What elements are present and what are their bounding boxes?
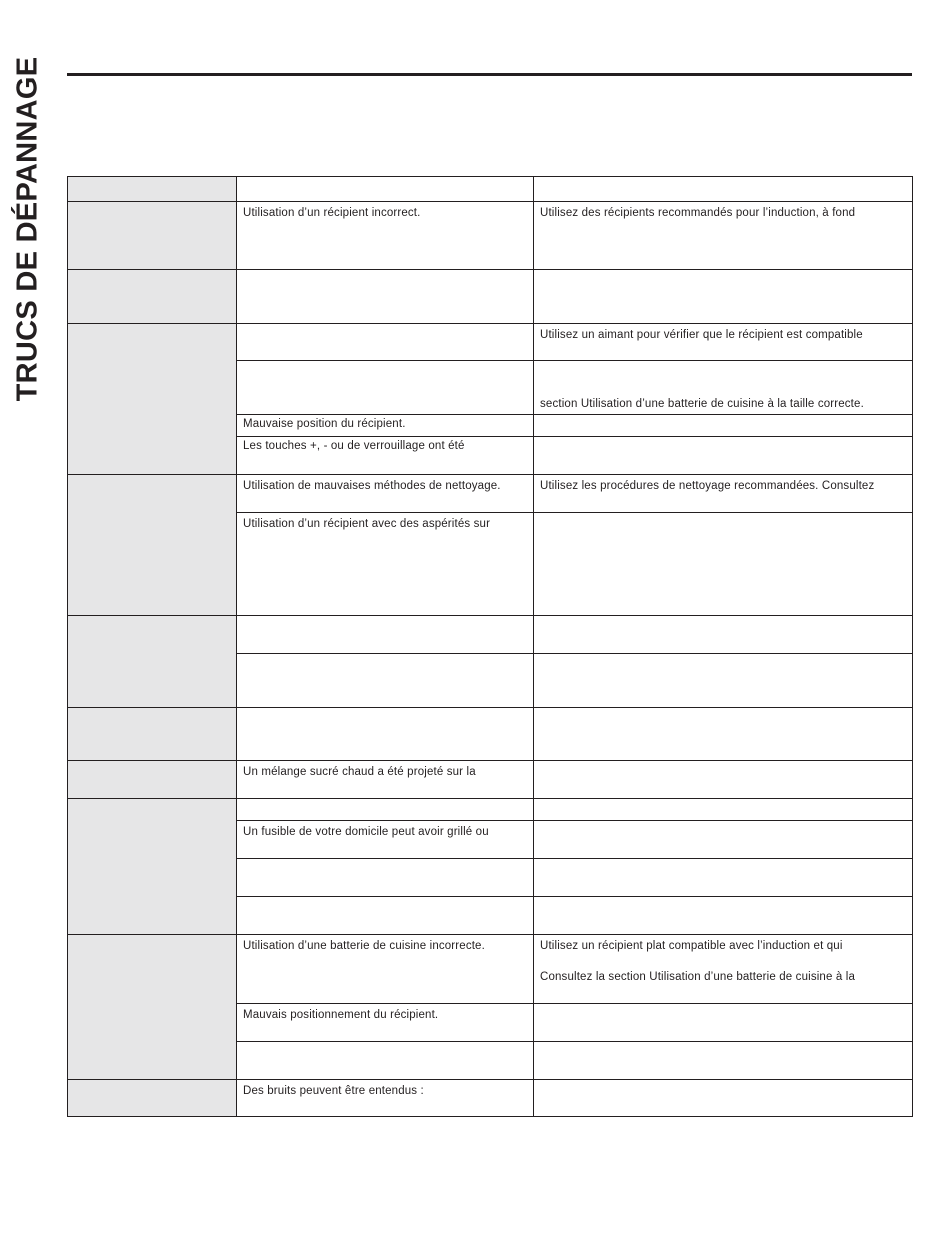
solution-cell: [534, 513, 913, 616]
cause-cell: [237, 897, 534, 935]
cause-cell: Des bruits peuvent être entendus :: [237, 1080, 534, 1117]
solution-line: Consultez la section Utilisation d’une batterie de cuisine à la: [540, 971, 856, 983]
solution-cell: [534, 935, 913, 1004]
header-problem-cell: [68, 177, 237, 202]
cause-cell: Utilisation d’un récipient incorrect.: [237, 202, 534, 270]
table-row: [68, 799, 913, 821]
solution-cell: Utilisez des récipients recommandés pour l’induction, à fond: [534, 202, 913, 270]
solution-cell: [534, 1004, 913, 1042]
cause-cell: Mauvais positionnement du récipient.: [237, 1004, 534, 1042]
table-header-row: [68, 177, 913, 202]
table-row: [68, 935, 913, 1004]
table-row: [68, 202, 913, 270]
problem-cell: [68, 708, 237, 761]
solution-cell: [534, 616, 913, 654]
problem-cell: [68, 761, 237, 799]
top-rule: [67, 73, 912, 76]
solution-cell: Utilisez les procédures de nettoyage recommandées. Consultez: [534, 475, 913, 513]
solution-cell: [534, 415, 913, 437]
problem-cell: [68, 935, 237, 1080]
header-solution-cell: [534, 177, 913, 202]
solution-cell: [534, 1042, 913, 1080]
solution-cell: [534, 799, 913, 821]
cause-cell: [237, 708, 534, 761]
solution-cell: [534, 361, 913, 415]
table-row: [68, 324, 913, 361]
cause-cell: Mauvaise position du récipient.: [237, 415, 534, 437]
cause-cell: [237, 361, 534, 415]
solution-cell: Utilisez un aimant pour vérifier que le récipient est compatible: [534, 324, 913, 361]
problem-cell: [68, 202, 237, 270]
solution-cell: [534, 859, 913, 897]
cause-cell: [237, 799, 534, 821]
table-row: [68, 270, 913, 324]
solution-cell: [534, 761, 913, 799]
solution-cell: [534, 708, 913, 761]
side-title: [12, 38, 44, 420]
table-row: [68, 1080, 913, 1117]
solution-cell: [534, 821, 913, 859]
cause-cell: [237, 270, 534, 324]
problem-cell: [68, 475, 237, 616]
cause-cell: Utilisation d’un récipient avec des aspérités sur: [237, 513, 534, 616]
cause-cell: [237, 1042, 534, 1080]
side-title-text: TRUCS DE DÉPANNAGE: [11, 56, 44, 402]
problem-cell: [68, 1080, 237, 1117]
cause-cell: [237, 654, 534, 708]
solution-cell: [534, 897, 913, 935]
cause-cell: [237, 616, 534, 654]
table-row: [68, 761, 913, 799]
cause-cell: [237, 324, 534, 361]
cause-cell: [237, 859, 534, 897]
problem-cell: [68, 616, 237, 708]
header-cause-cell: [237, 177, 534, 202]
solution-cell: [534, 437, 913, 475]
cause-cell: Un fusible de votre domicile peut avoir grillé ou: [237, 821, 534, 859]
solution-cell: [534, 1080, 913, 1117]
solution-cell: [534, 270, 913, 324]
solution-text: section Utilisation d’une batterie de cuisine à la taille correcte.: [540, 398, 864, 410]
solution-cell: [534, 654, 913, 708]
problem-cell: [68, 324, 237, 475]
cause-cell: Utilisation d’une batterie de cuisine incorrecte.: [237, 935, 534, 1004]
cause-cell: Utilisation de mauvaises méthodes de nettoyage.: [237, 475, 534, 513]
problem-cell: [68, 799, 237, 935]
troubleshooting-table: [67, 176, 913, 1117]
problem-cell: [68, 270, 237, 324]
table-row: [68, 708, 913, 761]
table-row: [68, 616, 913, 654]
table-row: [68, 475, 913, 513]
solution-line: Utilisez un récipient plat compatible avec l’induction et qui: [540, 940, 843, 952]
cause-cell: Les touches +, - ou de verrouillage ont été: [237, 437, 534, 475]
cause-cell: Un mélange sucré chaud a été projeté sur la: [237, 761, 534, 799]
